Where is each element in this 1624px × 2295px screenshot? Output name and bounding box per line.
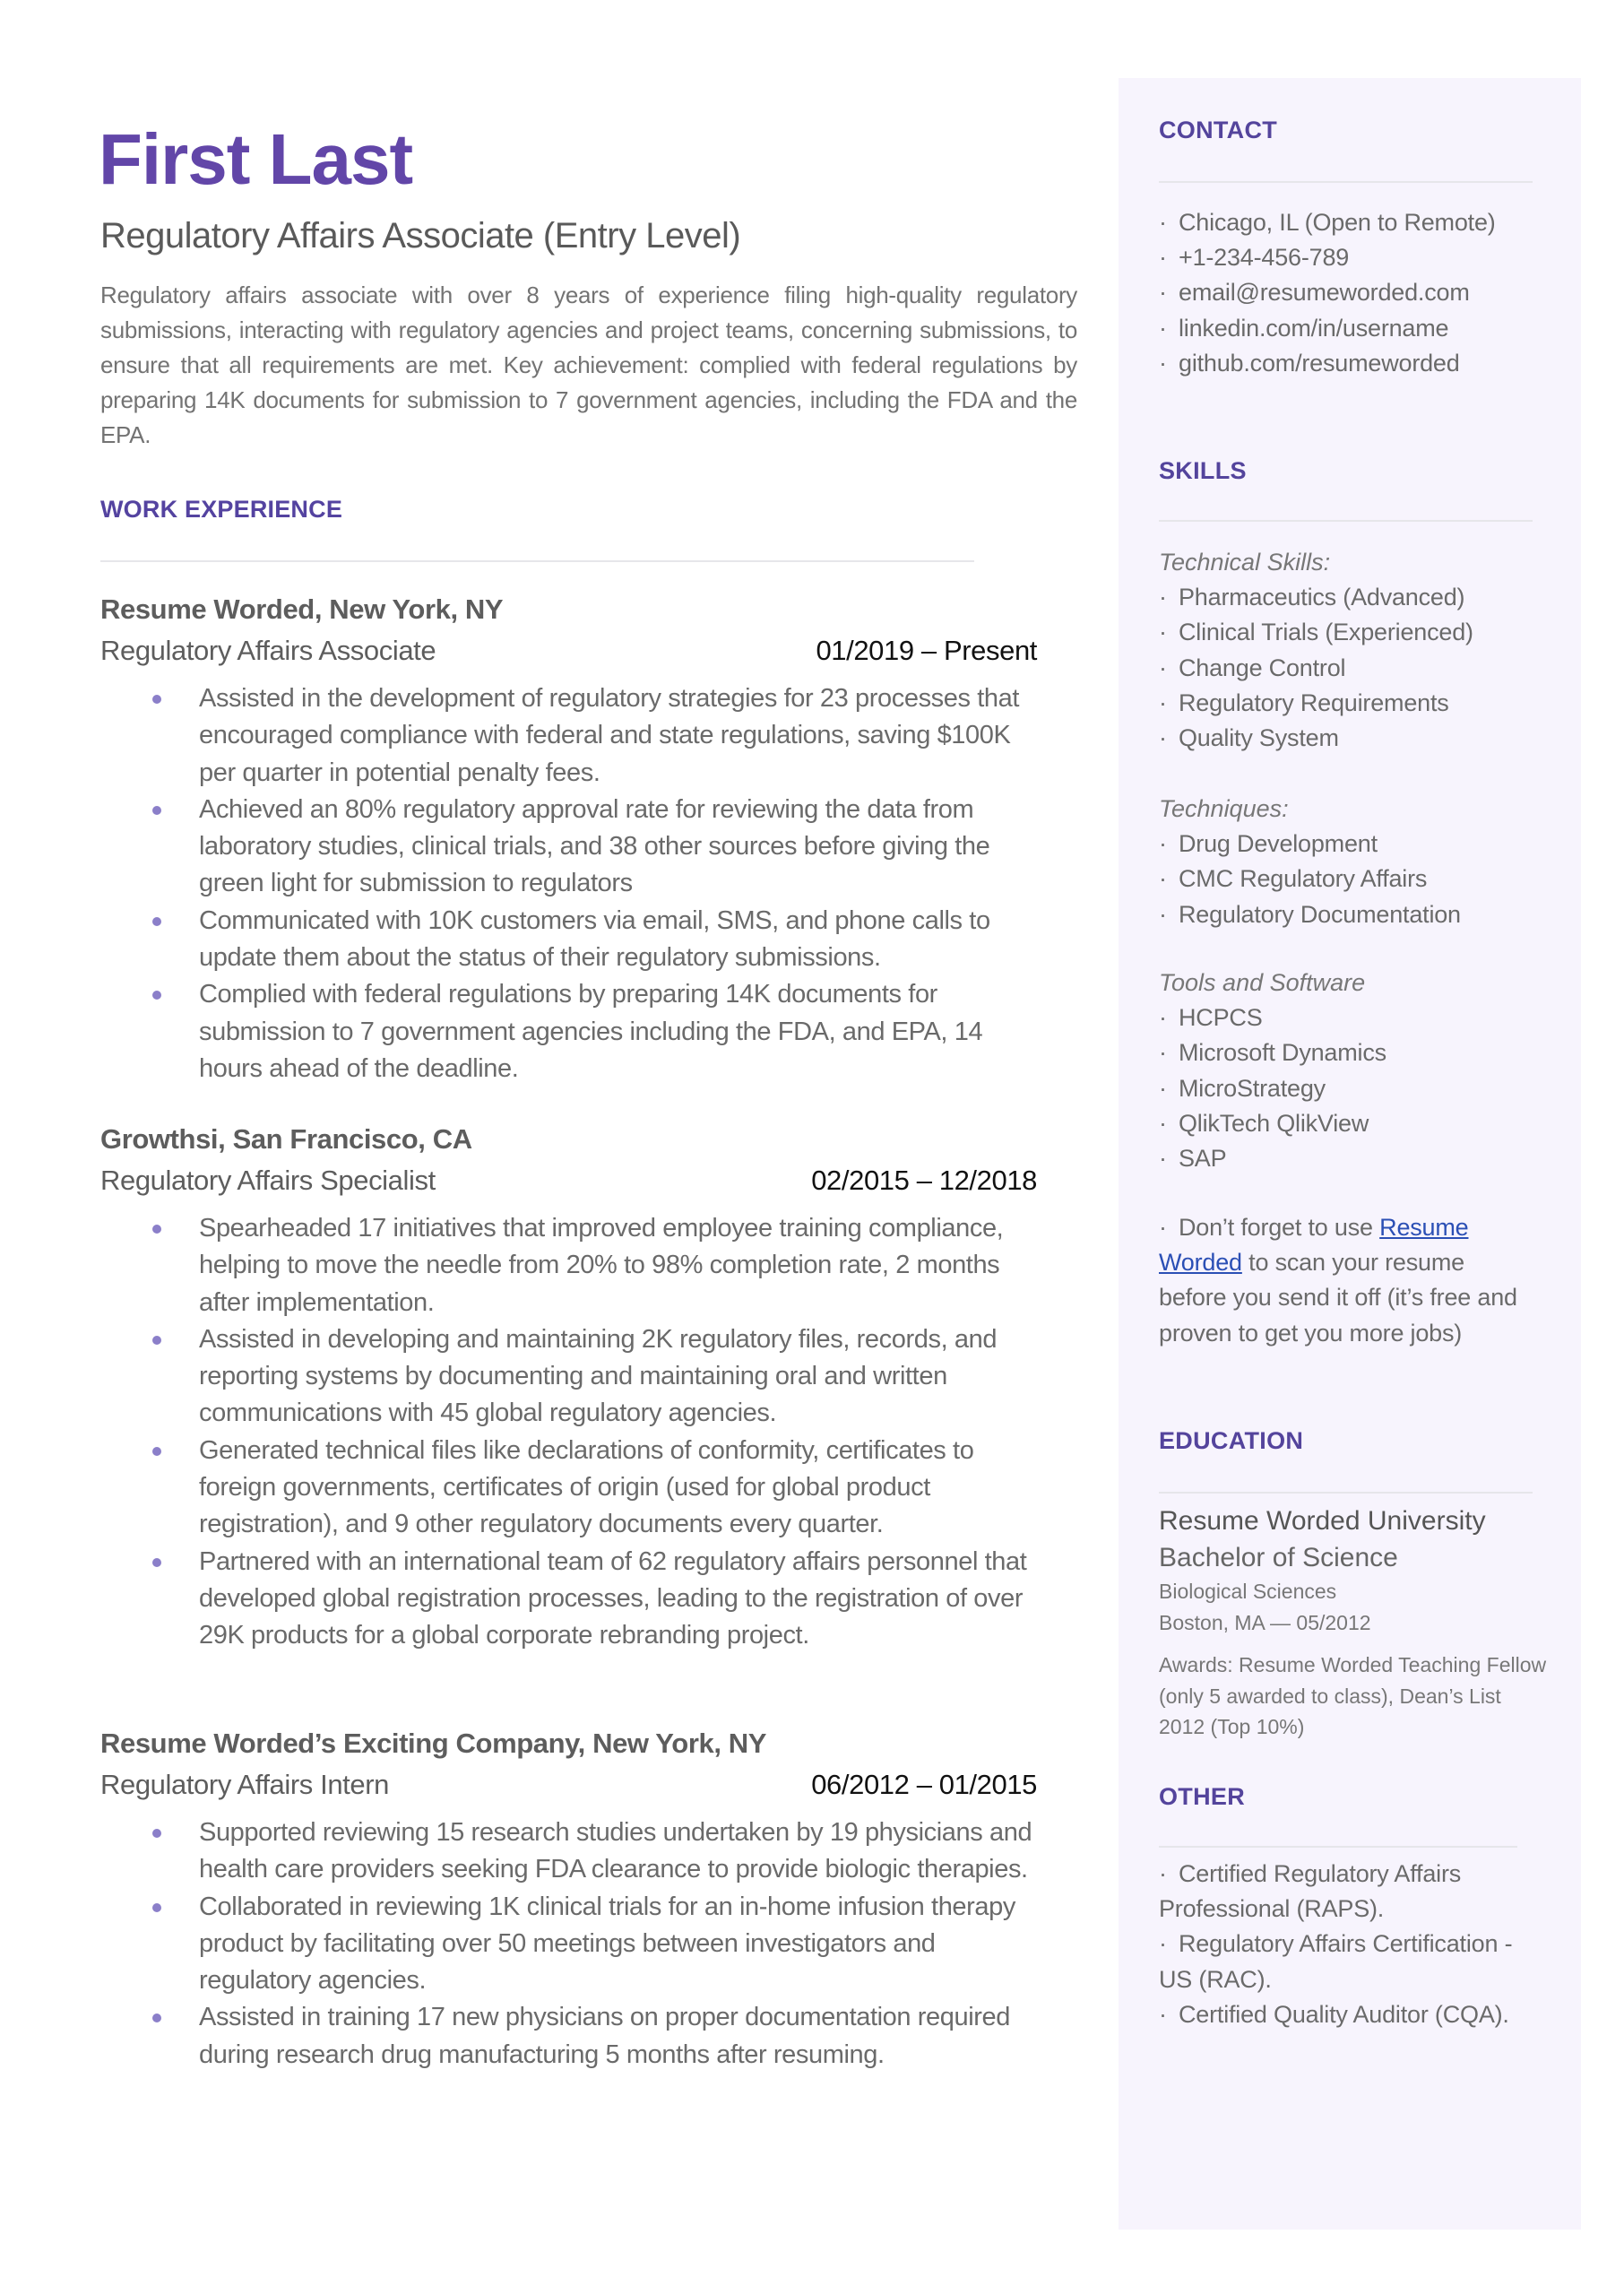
- divider: [1159, 520, 1533, 522]
- location-date: Boston, MA — 05/2012: [1159, 1611, 1371, 1634]
- bullet-dot-icon: [152, 1829, 161, 1838]
- bullet-dot-icon: [152, 1903, 161, 1912]
- skill-item: · Clinical Trials (Experienced): [1159, 619, 1473, 646]
- bullet: Collaborated in reviewing 1K clinical trials for an in-home infusion therapy product by facilitating over 50 meetings between investigators and regulatory agencies.: [199, 1889, 1037, 2000]
- work-experience-heading: WORK EXPERIENCE: [100, 496, 343, 523]
- bullet: Assisted in developing and maintaining 2K regulatory files, records, and reporting systems by documenting and maintaining oral and written communications with 45 global regulatory agencies.: [199, 1321, 1037, 1433]
- degree: Bachelor of Science: [1159, 1543, 1398, 1572]
- bullet-dot-icon: [152, 917, 161, 926]
- bullet-dot-icon: [152, 1336, 161, 1345]
- divider: [1159, 1846, 1517, 1848]
- other-list: [1159, 1857, 1531, 2032]
- job-entry: [100, 589, 1037, 1087]
- bullet: Partnered with an international team of 62 regulatory affairs personnel that developed global registration processes, leading to the registration of over 29K products for a global corporate rebranding project.: [199, 1544, 1037, 1655]
- divider: [100, 560, 974, 562]
- bullet-dot-icon: [152, 2014, 161, 2022]
- skill-item: · QlikTech QlikView: [1159, 1109, 1369, 1137]
- bullet-dot-icon: [152, 1225, 161, 1234]
- skill-group-label: Technical Skills:: [1159, 549, 1331, 576]
- skill-item: · Drug Development: [1159, 830, 1378, 858]
- bullet: Achieved an 80% regulatory approval rate for reviewing the data from laboratory studies, clinical trials, and 38 other sources before giving the green light for submission to regulators: [199, 792, 1037, 903]
- bullet-dot-icon: [152, 806, 161, 815]
- company: Resume Worded, New York, NY: [100, 593, 504, 625]
- job-title: Regulatory Affairs Associate (Entry Level): [100, 216, 741, 255]
- certification: · Certified Regulatory Affairs Professional (RAPS).: [1159, 1860, 1462, 1923]
- job-entry: [100, 1723, 1037, 2074]
- bullet-dot-icon: [152, 695, 161, 704]
- summary: Regulatory affairs associate with over 8 years of experience filing high-quality regulatory submissions, interacting with regulatory agencies and project teams, concerning submissions, to ensure that all requirements are met. Key achievement: complied with federal regulations by preparing 14K documents for submission to 7 government agencies, including the FDA and the EPA.: [100, 281, 1077, 448]
- divider: [1159, 1492, 1533, 1494]
- resume-worded-note: · Don’t forget to use Resume Worded to scan your resume before you send it off (it’s free and proven to get you more jobs): [1159, 1214, 1517, 1347]
- skill-item: · Regulatory Requirements: [1159, 688, 1449, 716]
- contact-github[interactable]: · github.com/resumeworded: [1159, 349, 1460, 377]
- candidate-name: First Last: [99, 119, 413, 199]
- bullet: Assisted in training 17 new physicians on proper documentation required during research drug manufacturing 5 months after resuming.: [199, 1999, 1037, 2074]
- certification: · Regulatory Affairs Certification - US (RAC).: [1159, 1930, 1513, 1993]
- skills-techniques: [1159, 792, 1535, 932]
- job-entry: [100, 1119, 1037, 1655]
- company: Growthsi, San Francisco, CA: [100, 1123, 472, 1155]
- skill-item: · SAP: [1159, 1145, 1227, 1173]
- skill-item: · Regulatory Documentation: [1159, 900, 1461, 928]
- dates: 06/2012 – 01/2015: [811, 1769, 1037, 1800]
- school: Resume Worded University: [1159, 1506, 1486, 1536]
- company: Resume Worded’s Exciting Company, New York, NY: [100, 1728, 767, 1759]
- contact-location: · Chicago, IL (Open to Remote): [1159, 209, 1496, 236]
- education-heading: EDUCATION: [1159, 1427, 1304, 1454]
- skills-technical: [1159, 545, 1535, 756]
- skill-group-label: Tools and Software: [1159, 969, 1366, 996]
- bullet: Spearheaded 17 initiatives that improved employee training compliance, helping to move the needle from 20% to 98% completion rate, 2 months after implementation.: [199, 1210, 1037, 1321]
- divider: [1159, 181, 1533, 183]
- skill-item: · MicroStrategy: [1159, 1074, 1326, 1102]
- contact-heading: CONTACT: [1159, 117, 1278, 143]
- skill-item: · Quality System: [1159, 724, 1339, 752]
- contact-list: [1159, 205, 1535, 381]
- resume-worded-link[interactable]: Resume Worded: [1159, 1214, 1469, 1277]
- education-entry: [1159, 1503, 1547, 1743]
- dates: 01/2019 – Present: [816, 635, 1037, 666]
- skill-item: · Microsoft Dynamics: [1159, 1039, 1386, 1067]
- field: Biological Sciences: [1159, 1580, 1337, 1603]
- skills-tools: [1159, 966, 1535, 1176]
- certification: · Certified Quality Auditor (CQA).: [1159, 2000, 1509, 2028]
- contact-linkedin[interactable]: · linkedin.com/in/username: [1159, 314, 1449, 342]
- role: Regulatory Affairs Intern: [100, 1769, 389, 1800]
- skill-item: · HCPCS: [1159, 1004, 1263, 1032]
- skill-group-label: Techniques:: [1159, 795, 1289, 822]
- bullet: Generated technical files like declarations of conformity, certificates to foreign governments, certificates of origin (used for global product registration), and 9 other regulatory documents every quarter.: [199, 1433, 1037, 1544]
- bullet: Complied with federal regulations by preparing 14K documents for submission to 7 government agencies including the FDA, and EPA, 14 hours ahead of the deadline.: [199, 976, 1037, 1087]
- role: Regulatory Affairs Associate: [100, 635, 436, 666]
- bullet: Assisted in the development of regulatory strategies for 23 processes that encouraged compliance with federal and state regulations, saving $100K per quarter in potential penalty fees.: [199, 680, 1037, 792]
- contact-email[interactable]: · email@resumeworded.com: [1159, 279, 1470, 307]
- bullet-dot-icon: [152, 1558, 161, 1567]
- skill-item: · Pharmaceutics (Advanced): [1159, 584, 1465, 611]
- other-heading: OTHER: [1159, 1783, 1245, 1810]
- skill-item: · Change Control: [1159, 654, 1346, 681]
- contact-phone[interactable]: · +1-234-456-789: [1159, 244, 1350, 272]
- role: Regulatory Affairs Specialist: [100, 1165, 436, 1196]
- bullet: Supported reviewing 15 research studies undertaken by 19 physicians and health care providers seeking FDA clearance to provide biologic therapies.: [199, 1814, 1037, 1889]
- skills-heading: SKILLS: [1159, 457, 1247, 484]
- bullet-dot-icon: [152, 1447, 161, 1456]
- bullet: Communicated with 10K customers via email, SMS, and phone calls to update them about the status of their regulatory submissions.: [199, 903, 1037, 977]
- awards: Awards: Resume Worded Teaching Fellow (only 5 awarded to class), Dean’s List 2012 (Top 10%): [1159, 1653, 1547, 1739]
- dates: 02/2015 – 12/2018: [811, 1165, 1037, 1196]
- bullet-dot-icon: [152, 991, 161, 1000]
- skill-item: · CMC Regulatory Affairs: [1159, 865, 1428, 893]
